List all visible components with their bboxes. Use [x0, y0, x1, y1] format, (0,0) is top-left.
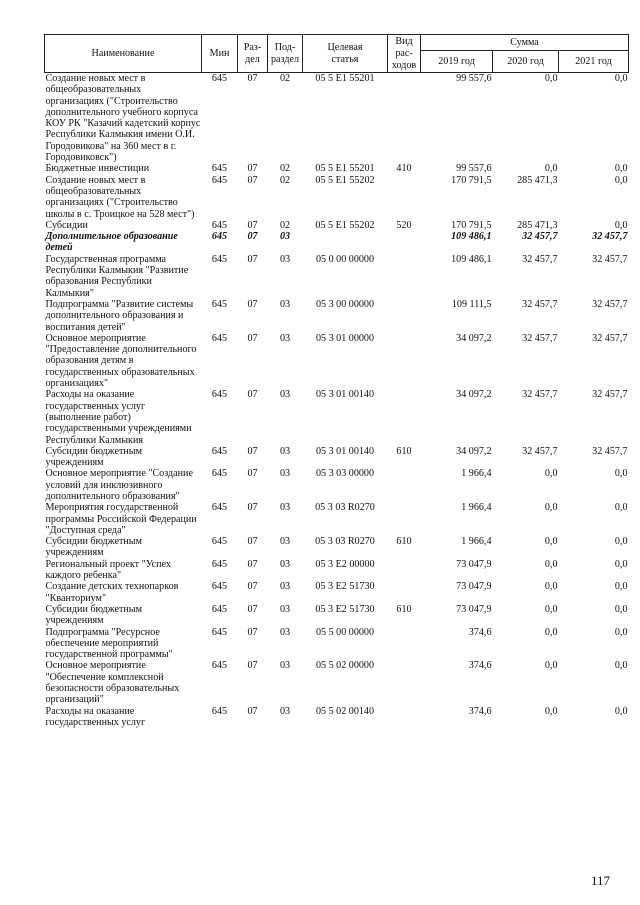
cell-razdel: 07 — [247, 163, 258, 175]
cell-2019: 109 486,1 — [451, 231, 492, 243]
cell-2021: 0,0 — [614, 626, 628, 638]
header-vid: Вид рас- ходов — [388, 35, 421, 73]
cell-celevaya: 05 3 01 00140 — [315, 445, 375, 457]
cell-celevaya: 05 5 E1 55202 — [315, 219, 375, 231]
cell-2020: 32 457,7 — [522, 445, 558, 457]
cell-razdel: 07 — [247, 705, 258, 717]
cell-podrazdel: 03 — [279, 253, 291, 265]
cell-vid — [388, 299, 421, 333]
cell-2021: 32 457,7 — [592, 445, 628, 457]
cell-podrazdel: 03 — [279, 445, 291, 457]
cell-2020: 32 457,7 — [522, 389, 558, 401]
cell-celevaya: 05 3 03 00000 — [315, 468, 375, 480]
cell-2019: 1 966,4 — [461, 468, 492, 480]
header-celevaya: Целевая статья — [303, 35, 388, 73]
header-name: Наименование — [45, 35, 202, 73]
cell-podrazdel: 02 — [279, 163, 291, 175]
cell-2019: 374,6 — [468, 660, 492, 672]
cell-2021: 0,0 — [614, 581, 628, 593]
cell-2019: 374,6 — [468, 705, 492, 717]
cell-razdel: 07 — [247, 231, 258, 243]
cell-2021: 0,0 — [614, 174, 628, 186]
table-row — [45, 604, 629, 627]
cell-2020: 285 471,3 — [517, 219, 558, 231]
cell-celevaya: 05 5 E1 55201 — [315, 163, 375, 175]
cell-celevaya: 05 5 02 00140 — [315, 705, 375, 717]
cell-celevaya: 05 5 00 00000 — [315, 626, 375, 638]
table-row — [45, 660, 629, 705]
cell-vid: 610 — [396, 603, 412, 615]
cell-2020: 32 457,7 — [522, 298, 558, 310]
cell-name: Расходы на оказание государственных услуг (выполнение работ) государственными учреждениями Республики Калмыкия — [45, 389, 192, 446]
cell-podrazdel: 03 — [279, 231, 291, 243]
cell-celevaya: 05 3 E2 00000 — [315, 558, 375, 570]
cell-vid: 610 — [396, 445, 412, 457]
cell-2021: 32 457,7 — [592, 298, 628, 310]
table-row — [45, 627, 629, 661]
cell-celevaya: 05 3 03 R0270 — [315, 536, 375, 548]
cell-podrazdel: 03 — [279, 332, 291, 344]
table-row — [45, 163, 629, 174]
cell-razdel: 07 — [247, 660, 258, 672]
cell-2021: 0,0 — [614, 603, 628, 615]
cell-2020: 32 457,7 — [522, 231, 558, 243]
header-min: Мин — [202, 35, 238, 73]
cell-podrazdel: 03 — [279, 626, 291, 638]
cell-2019: 109 486,1 — [451, 253, 492, 265]
cell-name: Дополнительное образование детей — [45, 231, 178, 254]
cell-name: Субсидии — [45, 219, 88, 231]
cell-2019: 34 097,2 — [456, 389, 492, 401]
cell-celevaya: 05 3 01 00000 — [315, 332, 375, 344]
cell-razdel: 07 — [247, 73, 258, 84]
cell-razdel: 07 — [247, 603, 258, 615]
cell-razdel: 07 — [247, 558, 258, 570]
table-row — [45, 231, 629, 254]
cell-2019: 1 966,4 — [461, 536, 492, 548]
table-header — [45, 35, 629, 73]
cell-2020: 32 457,7 — [522, 253, 558, 265]
cell-min: 645 — [211, 253, 228, 265]
cell-2020: 0,0 — [544, 468, 558, 480]
cell-podrazdel: 02 — [279, 73, 291, 84]
table-row — [45, 73, 629, 164]
cell-name: Субсидии бюджетным учреждениям — [45, 603, 142, 627]
cell-2019: 374,6 — [468, 626, 492, 638]
cell-razdel: 07 — [247, 581, 258, 593]
cell-min: 645 — [211, 581, 228, 593]
cell-razdel: 07 — [247, 389, 258, 401]
table-row — [45, 446, 629, 469]
cell-razdel: 07 — [247, 253, 258, 265]
cell-podrazdel: 02 — [279, 219, 291, 231]
cell-vid — [388, 389, 421, 445]
cell-name: Создание новых мест в общеобразовательных организациях ("Строительство дополнительного учебного корпуса КОУ РК "Казачий кадетский корпус Республики Калмыкия имени О.И. Городовикова" на 360 мест в г. Городовиковск") — [45, 73, 201, 164]
cell-vid — [388, 581, 421, 604]
header-summa: Сумма — [421, 35, 629, 51]
cell-vid — [388, 254, 421, 299]
cell-2019: 1 966,4 — [461, 502, 492, 514]
header-2019: 2019 год — [421, 51, 493, 73]
cell-podrazdel: 03 — [279, 603, 291, 615]
cell-2021: 32 457,7 — [592, 231, 628, 243]
table-row — [45, 468, 629, 502]
cell-2020: 0,0 — [544, 558, 558, 570]
cell-vid — [388, 627, 421, 661]
cell-min: 645 — [211, 626, 228, 638]
cell-min: 645 — [211, 660, 228, 672]
cell-2020: 0,0 — [544, 660, 558, 672]
cell-2019: 109 111,5 — [451, 298, 492, 310]
cell-2021: 0,0 — [614, 163, 628, 175]
cell-min: 645 — [211, 468, 228, 480]
cell-2021: 32 457,7 — [592, 332, 628, 344]
cell-min: 645 — [211, 332, 228, 344]
cell-podrazdel: 03 — [279, 705, 291, 717]
cell-2020: 0,0 — [544, 73, 558, 84]
cell-celevaya: 05 0 00 00000 — [315, 253, 375, 265]
table-row — [45, 559, 629, 582]
cell-razdel: 07 — [247, 332, 258, 344]
cell-2019: 99 557,6 — [456, 73, 492, 84]
cell-name: Основное мероприятие "Предоставление дополнительного образования детям в государственных образовательных организациях" — [45, 332, 197, 390]
table-row — [45, 333, 629, 389]
cell-vid: 610 — [396, 536, 412, 548]
cell-name: Создание детских технопарков "Кванториум" — [45, 581, 179, 604]
cell-min: 645 — [211, 219, 228, 231]
cell-2020: 0,0 — [544, 502, 558, 514]
cell-name: Основное мероприятие "Создание условий для инклюзивного дополнительного образования" — [45, 468, 193, 502]
cell-2020: 0,0 — [544, 603, 558, 615]
cell-2020: 0,0 — [544, 581, 558, 593]
cell-2019: 73 047,9 — [456, 603, 492, 615]
cell-podrazdel: 03 — [279, 389, 291, 401]
table-row — [45, 581, 629, 604]
table-row — [45, 536, 629, 559]
cell-vid — [388, 660, 421, 705]
cell-name: Мероприятия государственной программы Российской Федерации "Доступная среда" — [45, 502, 197, 536]
cell-name: Региональный проект "Успех каждого ребенка" — [45, 558, 171, 582]
cell-vid — [388, 559, 421, 582]
cell-name: Подпрограмма "Развитие системы дополнительного образования и воспитания детей" — [45, 298, 194, 333]
cell-podrazdel: 02 — [279, 174, 291, 186]
table-row — [45, 175, 629, 220]
cell-2020: 32 457,7 — [522, 332, 558, 344]
cell-vid: 410 — [396, 163, 412, 175]
cell-razdel: 07 — [247, 219, 258, 231]
cell-razdel: 07 — [247, 174, 258, 186]
page-number: 117 — [590, 873, 610, 888]
cell-vid — [388, 502, 421, 536]
table-body — [45, 73, 629, 729]
cell-celevaya: 05 3 00 00000 — [315, 298, 375, 310]
cell-podrazdel: 03 — [279, 298, 291, 310]
table-row — [45, 254, 629, 299]
cell-celevaya: 05 3 E2 51730 — [315, 581, 375, 593]
cell-celevaya: 05 3 03 R0270 — [315, 502, 375, 514]
cell-min: 645 — [211, 502, 228, 514]
cell-2019: 34 097,2 — [456, 332, 492, 344]
cell-min: 645 — [211, 445, 228, 457]
cell-min: 645 — [211, 536, 228, 548]
cell-vid: 520 — [396, 219, 412, 231]
header-razdel: Раз- дел — [238, 35, 268, 73]
cell-2021: 0,0 — [614, 73, 628, 84]
table-row — [45, 389, 629, 445]
cell-name: Расходы на оказание государственных услуг — [45, 705, 146, 728]
cell-min: 645 — [211, 298, 228, 310]
cell-razdel: 07 — [247, 626, 258, 638]
cell-podrazdel: 03 — [279, 536, 291, 548]
cell-2020: 0,0 — [544, 705, 558, 717]
cell-2020: 285 471,3 — [517, 174, 558, 186]
cell-min: 645 — [211, 174, 228, 186]
cell-2021: 0,0 — [614, 502, 628, 514]
cell-podrazdel: 03 — [279, 558, 291, 570]
table-row — [45, 220, 629, 231]
cell-min: 645 — [211, 163, 228, 175]
cell-name: Создание новых мест в общеобразовательных организациях ("Строительство школы в с. Троицкое на 528 мест") — [45, 174, 195, 220]
cell-2019: 170 791,5 — [451, 219, 492, 231]
cell-name: Подпрограмма "Ресурсное обеспечение мероприятий государственной программы" — [45, 626, 173, 661]
cell-2019: 99 557,6 — [456, 163, 492, 175]
table-row — [45, 706, 629, 729]
cell-name: Субсидии бюджетным учреждениям — [45, 536, 142, 559]
cell-min: 645 — [211, 558, 228, 570]
cell-name: Бюджетные инвестиции — [45, 163, 150, 175]
cell-2019: 73 047,9 — [456, 558, 492, 570]
table-row — [45, 502, 629, 536]
cell-min: 645 — [211, 73, 228, 84]
cell-2021: 0,0 — [614, 219, 628, 231]
cell-2021: 0,0 — [614, 468, 628, 480]
cell-2021: 0,0 — [614, 660, 628, 672]
cell-razdel: 07 — [247, 445, 258, 457]
cell-celevaya: 05 3 01 00140 — [315, 389, 375, 401]
cell-min: 645 — [211, 705, 228, 717]
cell-vid — [388, 333, 421, 389]
cell-razdel: 07 — [247, 468, 258, 480]
cell-podrazdel: 03 — [279, 468, 291, 480]
cell-celevaya: 05 5 E1 55202 — [315, 174, 375, 186]
cell-razdel: 07 — [247, 536, 258, 548]
cell-min: 645 — [211, 231, 228, 243]
cell-2021: 32 457,7 — [592, 389, 628, 401]
table-row — [45, 299, 629, 333]
cell-celevaya: 05 5 E1 55201 — [315, 73, 375, 84]
cell-min: 645 — [211, 389, 228, 401]
cell-vid — [388, 468, 421, 502]
cell-2020: 0,0 — [544, 163, 558, 175]
header-podrazdel: Под- раздел — [268, 35, 303, 73]
cell-2021: 0,0 — [614, 705, 628, 717]
cell-2020: 0,0 — [544, 626, 558, 638]
cell-min: 645 — [211, 603, 228, 615]
cell-2019: 34 097,2 — [456, 445, 492, 457]
cell-podrazdel: 03 — [279, 502, 291, 514]
cell-vid — [388, 175, 421, 220]
cell-name: Основное мероприятие "Обеспечение комплексной безопасности образовательных организаций" — [45, 660, 180, 706]
cell-vid — [388, 231, 421, 254]
cell-podrazdel: 03 — [279, 581, 291, 593]
cell-2021: 32 457,7 — [592, 253, 628, 265]
cell-2020: 0,0 — [544, 536, 558, 548]
cell-razdel: 07 — [247, 502, 258, 514]
cell-celevaya: 05 3 E2 51730 — [315, 603, 375, 615]
cell-vid — [388, 706, 421, 729]
cell-celevaya — [303, 231, 388, 254]
header-2021: 2021 год — [559, 51, 629, 73]
cell-podrazdel: 03 — [279, 660, 291, 672]
cell-2019: 170 791,5 — [451, 174, 492, 186]
cell-vid — [388, 73, 421, 164]
budget-table — [44, 34, 629, 728]
cell-name: Субсидии бюджетным учреждениям — [45, 445, 142, 469]
cell-2021: 0,0 — [614, 536, 628, 548]
cell-celevaya: 05 5 02 00000 — [315, 660, 375, 672]
cell-2021: 0,0 — [614, 558, 628, 570]
cell-razdel: 07 — [247, 298, 258, 310]
cell-name: Государственная программа Республики Калмыкия "Развитие образования Республики Калмыкия" — [45, 253, 189, 299]
cell-2019: 73 047,9 — [456, 581, 492, 593]
header-2020: 2020 год — [493, 51, 559, 73]
